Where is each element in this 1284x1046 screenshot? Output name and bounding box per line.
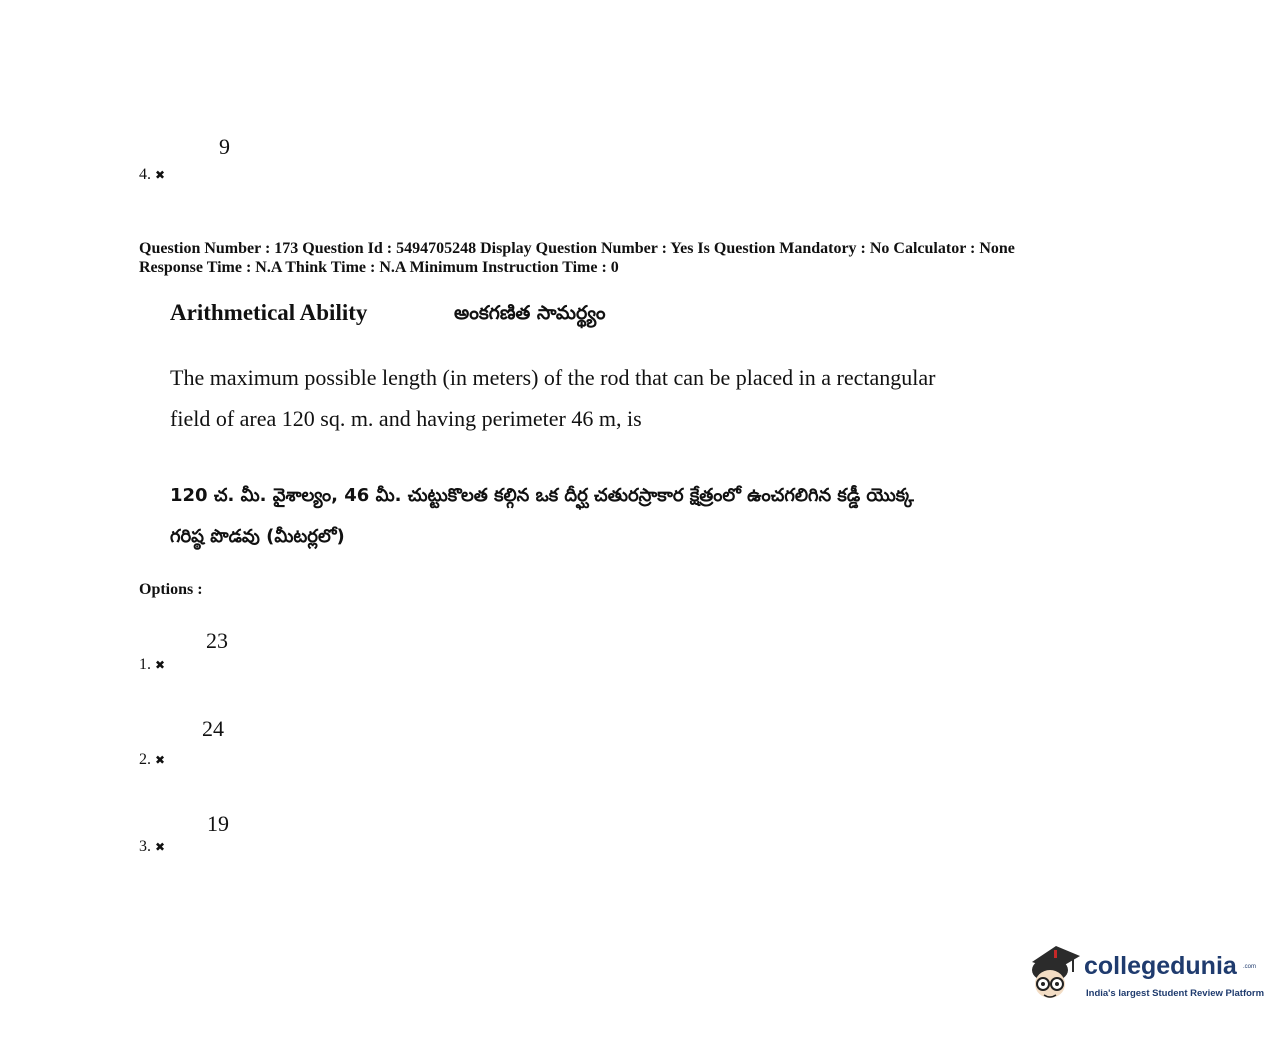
- option-4-number: 4.: [139, 166, 151, 183]
- question-english-line1: The maximum possible length (in meters) of the rod that can be placed in a rectangular: [170, 365, 936, 390]
- option-4-row: [139, 166, 165, 184]
- question-telugu-line2: గరిష్ఠ పొడవు (మీటర్లలో): [170, 526, 345, 547]
- option-3-row: [139, 838, 165, 856]
- subject-telugu: అంకగణిత సామర్థ్యం: [454, 302, 606, 324]
- subject-english: Arithmetical Ability: [170, 300, 368, 325]
- mascot-icon: [1024, 940, 1086, 1006]
- option-1-number: 1.: [139, 656, 151, 673]
- question-meta-line1: Question Number : 173 Question Id : 5494705248 Display Question Number : Yes Is Question Mandatory : No Calculator : None: [139, 240, 1015, 257]
- option-3-value: 19: [207, 811, 229, 836]
- question-english-line2: field of area 120 sq. m. and having perimeter 46 m, is: [170, 406, 642, 431]
- option-2-value: 24: [202, 716, 224, 741]
- question-meta-line2: Response Time : N.A Think Time : N.A Minimum Instruction Time : 0: [139, 259, 619, 276]
- question-telugu-line1: 120 చ. మీ. వైశాల్యం, 46 మీ. చుట్టుకొలత కల్గిన ఒక దీర్ఘ చతురస్రాకార క్షేత్రంలో ఉంచగలిగిన కడ్డీ యొక్క: [170, 485, 914, 506]
- option-1-value: 23: [206, 628, 228, 653]
- option-2-row: [139, 751, 165, 769]
- option-2-number: 2.: [139, 751, 151, 768]
- option-4-value: 9: [219, 134, 230, 159]
- options-label: Options :: [139, 581, 203, 598]
- cross-icon: ✖: [155, 168, 166, 182]
- brand-name: collegedunia: [1084, 952, 1237, 980]
- option-1-row: [139, 656, 165, 674]
- cross-icon: ✖: [155, 840, 166, 854]
- cross-icon: ✖: [155, 658, 166, 672]
- brand-tagline: India's largest Student Review Platform: [1086, 988, 1265, 999]
- option-3-number: 3.: [139, 838, 151, 855]
- cross-icon: ✖: [155, 753, 166, 767]
- brand-suffix: .com: [1243, 964, 1257, 970]
